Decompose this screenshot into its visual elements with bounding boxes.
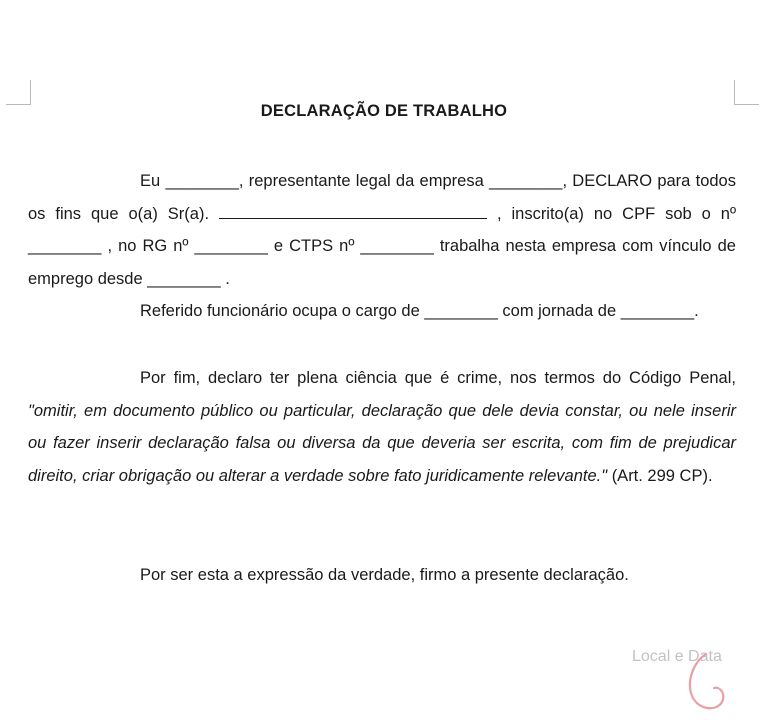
blank-employee-name bbox=[219, 204, 487, 219]
blank-rg: ________ bbox=[194, 237, 268, 255]
legal-quote: "omitir, em documento público ou particular, declaração que dele devia constar, ou nele inserir ou fazer inserir declaração falsa ou diversa da que deveria ser escrita, com fim de prejudicar direito, criar obrigação ou alterar a verdade sobre fato juridicamente relevante." bbox=[28, 401, 736, 485]
paragraph-3 bbox=[28, 362, 736, 492]
blank-company: ________ bbox=[489, 172, 563, 190]
blank-start-date: ________ bbox=[147, 269, 221, 288]
text-segment: . bbox=[225, 269, 230, 288]
text-segment: e CTPS nº bbox=[273, 237, 355, 255]
legal-citation: (Art. 299 CP). bbox=[611, 466, 713, 485]
blank-cpf: ________ bbox=[28, 237, 102, 255]
text-segment: Referido funcionário ocupa o cargo de bbox=[140, 302, 420, 320]
paragraph-1 bbox=[28, 165, 736, 295]
text-segment: Eu bbox=[140, 172, 161, 190]
paragraph-closing bbox=[28, 559, 736, 592]
blank-workload: ________ bbox=[620, 302, 695, 320]
blank-name: ________ bbox=[165, 172, 239, 190]
signature-mark-icon bbox=[676, 640, 736, 720]
paragraph-2 bbox=[28, 295, 736, 328]
text-segment: Por fim, declaro ter plena ciência que é crime, nos termos do Código Penal, bbox=[140, 369, 736, 387]
text-segment: . bbox=[694, 302, 699, 320]
text-segment: , inscrito(a) no CPF sob o nº bbox=[496, 204, 736, 223]
blank-ctps: ________ bbox=[360, 237, 434, 255]
text-segment: , representante legal da empresa bbox=[238, 172, 484, 190]
local-date-placeholder: Local e Data bbox=[632, 648, 722, 665]
paragraph-4: Por ser esta a expressão da verdade, firmo a presente declaração. bbox=[140, 566, 629, 584]
paragraph-employment bbox=[28, 165, 736, 328]
blank-position: ________ bbox=[424, 302, 498, 320]
text-segment: , no RG nº bbox=[107, 237, 189, 255]
text-segment: trabalha nesta empresa com vínculo de emprego desde bbox=[28, 237, 736, 288]
paragraph-legal-notice bbox=[28, 362, 736, 492]
document-title: DECLARAÇÃO DE TRABALHO bbox=[260, 102, 508, 120]
text-segment: com jornada de bbox=[502, 302, 617, 320]
text-segment: , DECLARO para todos os fins que o(a) Sr(a). bbox=[28, 172, 736, 223]
